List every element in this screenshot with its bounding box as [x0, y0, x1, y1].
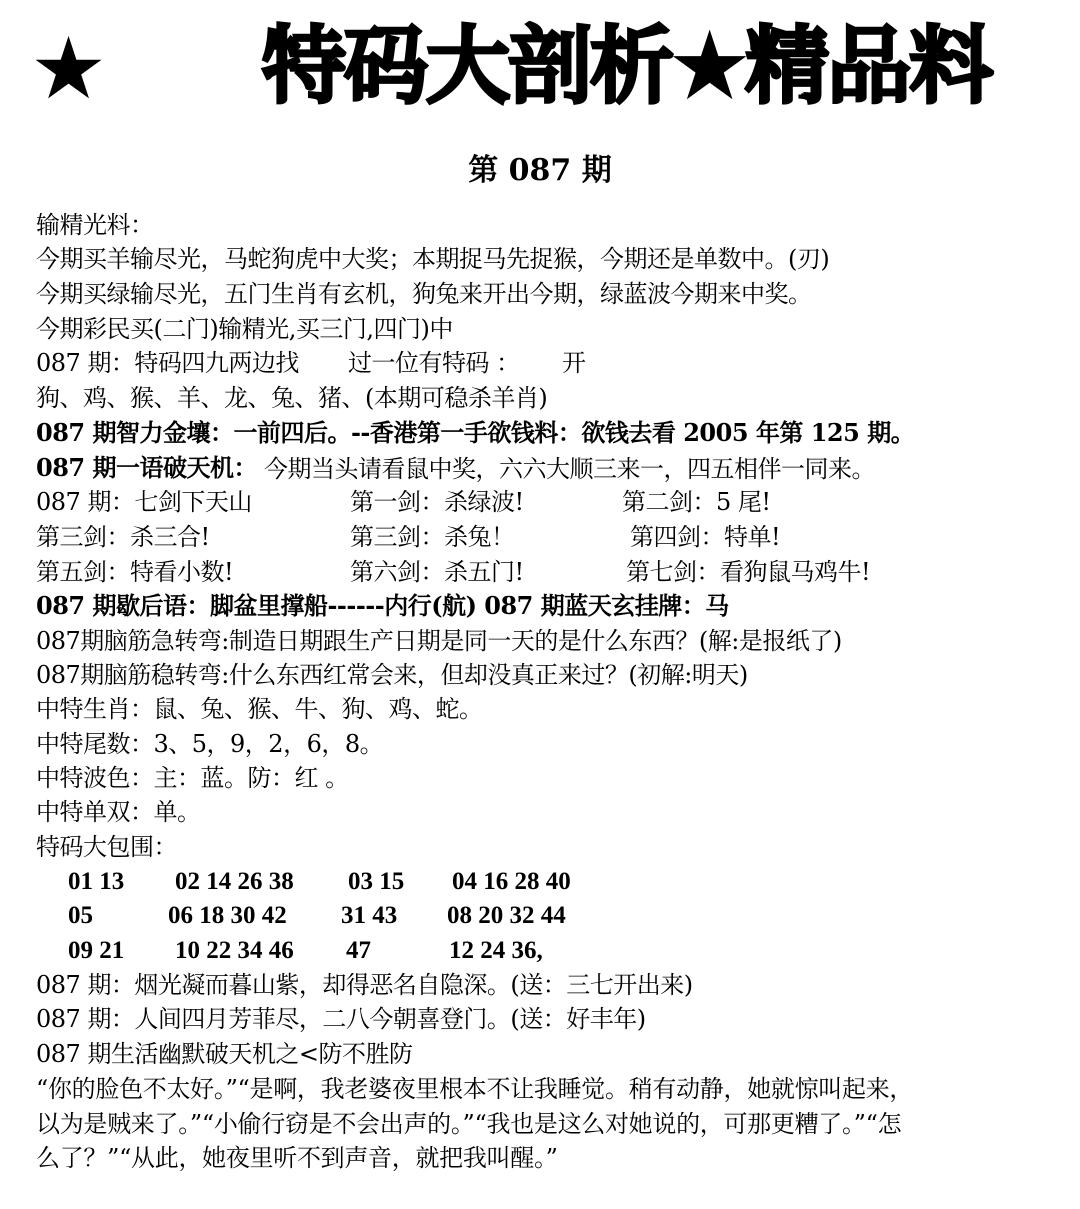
text-line: 087 期：人间四月芳菲尽，二八今朝喜登门。(送：好丰年): [36, 1005, 646, 1033]
sword-item: 第三剑：杀三合!: [36, 523, 210, 551]
text-line: 087 期歇后语：脚盆里撑船------内行(航) 087 期蓝天玄挂牌：马: [36, 591, 729, 620]
section-heading: 输精光料：: [36, 211, 154, 239]
text-line: 087 期：烟光凝而暮山紫，却得恶名自隐深。(送：三七开出来): [36, 971, 693, 999]
text-line: 今期买羊输尽光，马蛇狗虎中大奖；本期捉马先捉猴，今期还是单数中。(刃): [36, 245, 830, 273]
number-group: 02 14 26 38: [175, 868, 294, 895]
number-group: 12 24 36,: [449, 937, 543, 964]
text-line: 中特尾数：3、5，9，2，6，8。: [36, 730, 384, 758]
joke-line: “你的脸色不太好。”“是啊，我老婆夜里根本不让我睡觉。稍有动静，她就惊叫起来，: [36, 1075, 914, 1103]
sword-item: 第一剑：杀绿波!: [350, 488, 524, 516]
sword-item: 第四剑：特单!: [630, 523, 781, 551]
number-group: 06 18 30 42: [168, 902, 287, 929]
number-group: 09 21: [68, 937, 125, 964]
text-line: 087 期：特码四九两边找: [36, 349, 299, 377]
joke-line: 以为是贼来了。”“小偷行窃是不会出声的。”“我也是这么对她说的，可那更糟了。”“怎: [36, 1110, 902, 1138]
text-line: 中特生肖：鼠、兔、猴、牛、狗、鸡、蛇。: [36, 695, 483, 723]
text-line: 今期买绿输尽光，五门生肖有玄机，狗兔来开出今期，绿蓝波今期来中奖。: [36, 280, 812, 308]
issue-number: 第 087 期: [468, 153, 612, 188]
number-group: 03 15: [348, 868, 405, 895]
sword-item: 第三剑：杀兔！: [350, 523, 515, 551]
number-group: 47: [346, 937, 371, 964]
text-fragment: 开: [562, 349, 586, 377]
number-group: 10 22 34 46: [175, 937, 294, 964]
text-fragment: 过一位有特码 ：: [348, 349, 520, 377]
text-line: 087 期生活幽默破天机之<防不胜防: [36, 1040, 413, 1068]
banner-title: 特码大剖析★精品料: [262, 17, 992, 115]
text-line: 中特波色：主：蓝。防：红 。: [36, 764, 349, 792]
text-line: 狗、鸡、猴、羊、龙、兔、猪、(本期可稳杀羊肖): [36, 384, 548, 412]
number-group: 04 16 28 40: [452, 868, 571, 895]
text-line: 087 期一语破天机：: [36, 453, 257, 482]
sword-item: 第二剑：5 尾!: [622, 488, 771, 516]
star-icon: ★: [30, 19, 108, 119]
number-group: 05: [68, 902, 93, 929]
number-group: 01 13: [68, 868, 125, 895]
number-group: 31 43: [341, 902, 398, 929]
text-line: 087期脑筋急转弯:制造日期跟生产日期是同一天的是什么东西？(解:是报纸了): [36, 627, 842, 655]
sword-title: 087 期：七剑下天山: [36, 488, 252, 516]
section-heading: 特码大包围：: [36, 833, 177, 861]
text-line: 087 期智力金壤：一前四后。--香港第一手欲钱料：欲钱去看 2005 年第 125 期。: [36, 418, 915, 447]
sword-item: 第七剑：看狗鼠马鸡牛!: [626, 558, 871, 586]
number-group: 08 20 32 44: [447, 902, 566, 929]
joke-line: 么了？”“从此，她夜里听不到声音，就把我叫醒。”: [36, 1144, 558, 1172]
sword-item: 第五剑：特看小数!: [36, 558, 234, 586]
text-line: 中特单双：单。: [36, 798, 201, 826]
sword-item: 第六剑：杀五门!: [350, 558, 524, 586]
text-fragment: 今期当头请看鼠中奖，六六大顺三来一，四五相伴一同来。: [264, 455, 875, 483]
text-line: 087期脑筋稳转弯:什么东西红常会来，但却没真正来过？(初解:明天): [36, 661, 748, 689]
text-line: 今期彩民买(二门)输精光,买三门,四门)中: [36, 315, 453, 343]
